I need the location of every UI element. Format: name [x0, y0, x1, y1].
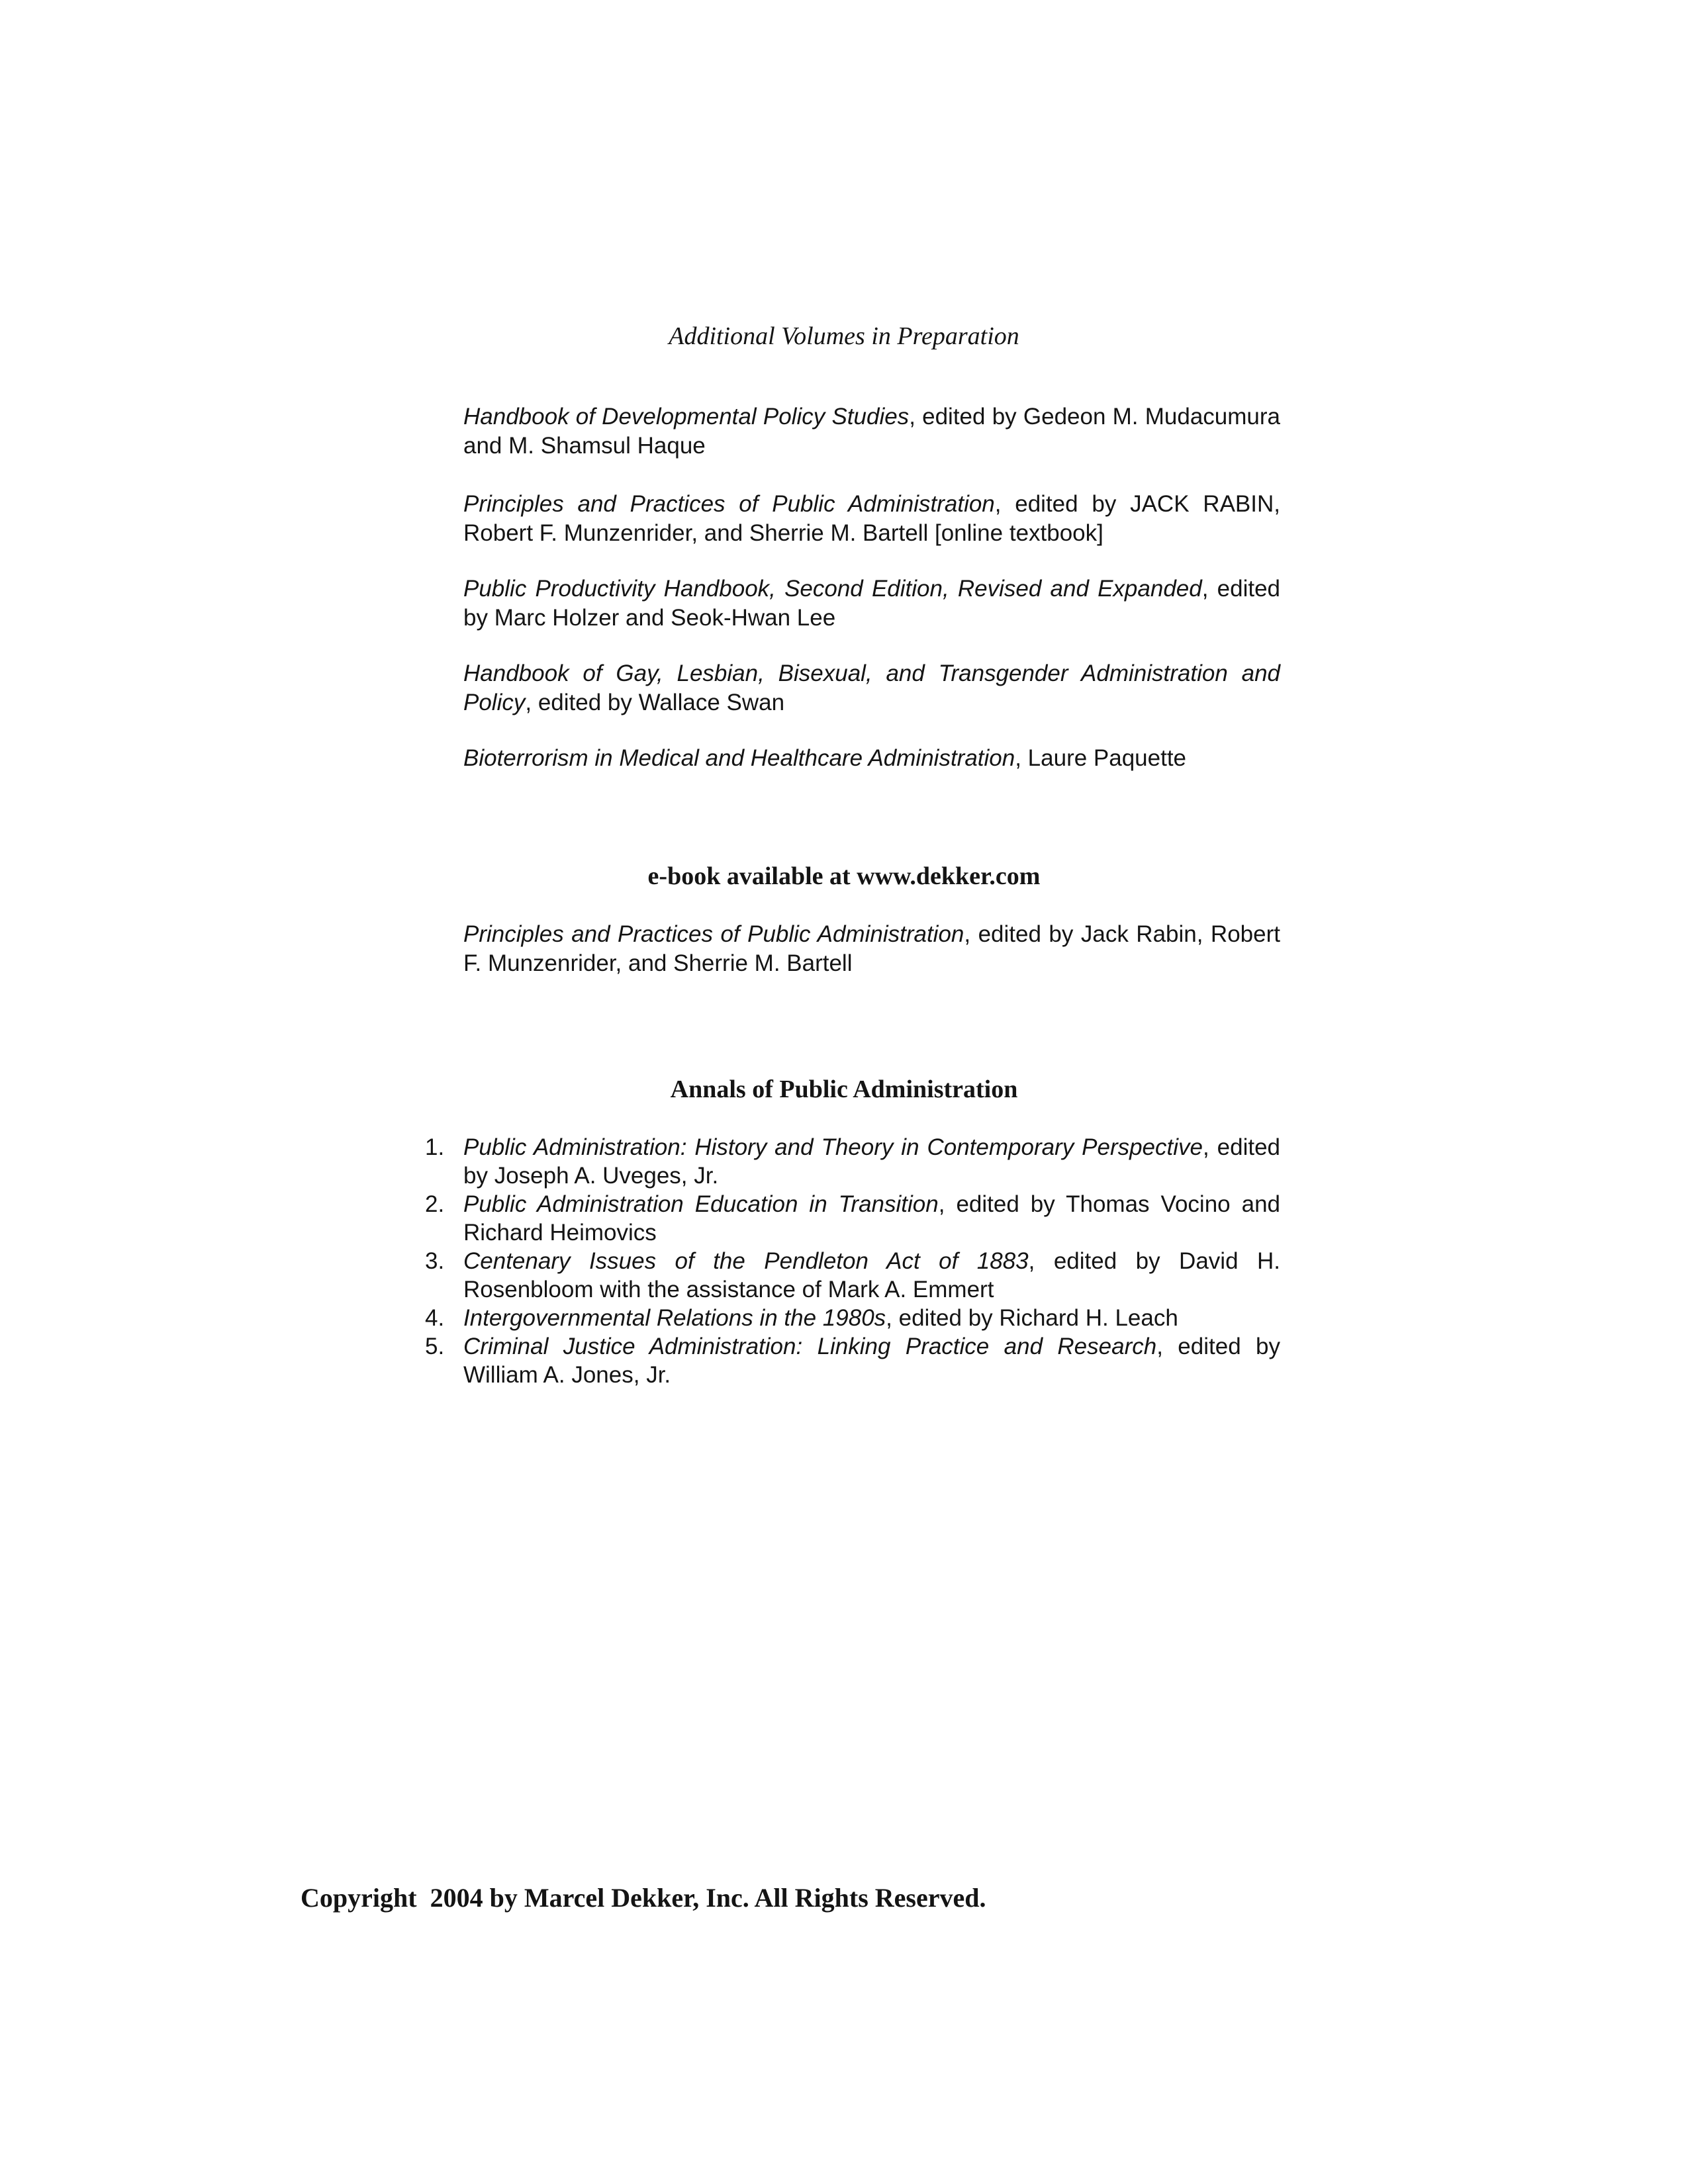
preparation-heading: Additional Volumes in Preparation [669, 322, 1019, 350]
item-title: Criminal Justice Administration: Linking Practice and Research [463, 1334, 1157, 1359]
annals-item [425, 1304, 1280, 1332]
entry-title: Principles and Practices of Public Administration [463, 491, 995, 517]
ebook-heading: e-book available at www.dekker.com [647, 862, 1041, 890]
entry-details: , edited by Gedeon M. Mudacumura and M. Shamsul Haque [463, 404, 1280, 459]
annals-heading: Annals of Public Administration [670, 1075, 1018, 1103]
entry-details: , edited by Jack Rabin, Robert F. Munzenrider, and Sherrie M. Bartell [463, 921, 1280, 976]
entry-details: , edited by Marc Holzer and Seok-Hwan Lee [463, 576, 1281, 631]
preparation-entry [463, 574, 1280, 633]
annals-item [425, 1247, 1280, 1304]
item-details: , edited by Richard H. Leach [886, 1305, 1178, 1331]
annals-list [425, 1133, 1281, 1389]
entry-title: Principles and Practices of Public Administration [463, 921, 964, 947]
preparation-entry [463, 659, 1280, 717]
item-details: , edited by Thomas Vocino and Richard Heimovics [463, 1191, 1281, 1246]
entry-title: Bioterrorism in Medical and Healthcare Administration [463, 745, 1015, 771]
preparation-entry [463, 744, 1280, 773]
annals-item [425, 1190, 1281, 1247]
item-number: 3. [425, 1248, 445, 1274]
item-number: 5. [425, 1334, 445, 1359]
item-details: , edited by William A. Jones, Jr. [463, 1334, 1280, 1388]
preparation-entry [463, 490, 1280, 548]
annals-item [425, 1133, 1280, 1190]
item-details: , edited by David H. Rosenbloom with the assistance of Mark A. Emmert [463, 1248, 1280, 1302]
item-title: Public Administration Education in Transition [463, 1191, 939, 1217]
copyright-notice: Copyright 2004 by Marcel Dekker, Inc. All Rights Reserved. [301, 1883, 986, 1913]
entry-title: Handbook of Developmental Policy Studies [463, 404, 910, 430]
item-details: , edited by Joseph A. Uveges, Jr. [463, 1134, 1280, 1189]
ebook-entry [463, 920, 1280, 978]
item-number: 1. [425, 1134, 445, 1160]
preparation-entry [463, 402, 1280, 461]
entry-details: , edited by JACK RABIN, Robert F. Munzenrider, and Sherrie M. Bartell [online textbook] [463, 491, 1280, 546]
entry-title: Handbook of Gay, Lesbian, Bisexual, and Transgender Administration and Policy [463, 660, 1280, 715]
item-number: 4. [425, 1305, 445, 1331]
item-title: Centenary Issues of the Pendleton Act of 1883 [463, 1248, 1029, 1274]
annals-item [425, 1332, 1280, 1389]
entry-title: Public Productivity Handbook, Second Edition, Revised and Expanded [463, 576, 1202, 602]
item-title: Intergovernmental Relations in the 1980s [463, 1305, 886, 1331]
entry-details: , edited by Wallace Swan [525, 690, 785, 715]
item-number: 2. [425, 1191, 445, 1217]
entry-details: , Laure Paquette [1015, 745, 1187, 771]
item-title: Public Administration: History and Theory in Contemporary Perspective [463, 1134, 1203, 1160]
